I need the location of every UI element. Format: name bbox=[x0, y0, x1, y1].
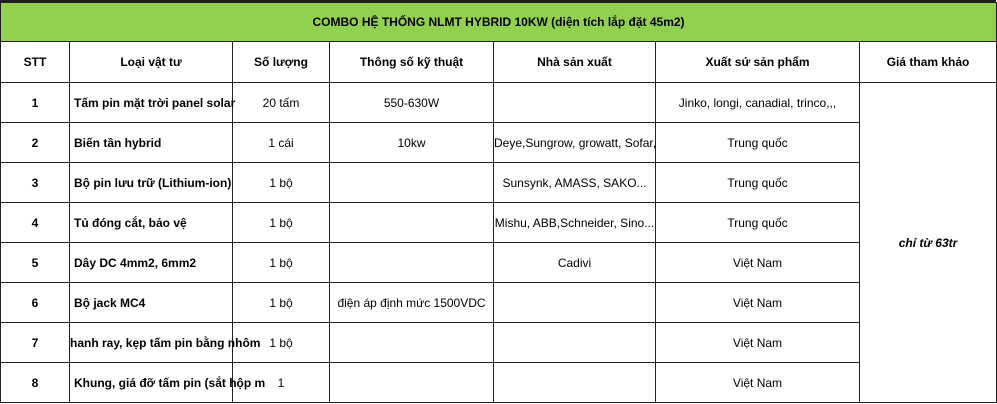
header-row bbox=[1, 42, 997, 83]
table-row bbox=[1, 283, 997, 323]
cell-qty[interactable]: 1 cái bbox=[233, 123, 330, 163]
cell-origin[interactable]: Jinko, longi, canadial, trinco,,, bbox=[656, 83, 860, 123]
cell-spec[interactable] bbox=[330, 163, 494, 203]
table-row bbox=[1, 203, 997, 243]
combo-table bbox=[0, 2, 997, 403]
cell-spec[interactable]: điện áp định mức 1500VDC bbox=[330, 283, 494, 323]
cell-item[interactable] bbox=[70, 323, 261, 363]
cell-origin[interactable]: Việt Nam bbox=[656, 323, 860, 363]
cell-maker[interactable]: Sunsynk, AMASS, SAKO... bbox=[494, 163, 656, 203]
price-cell[interactable]: chỉ từ 63tr bbox=[860, 83, 997, 403]
cell-maker[interactable]: Cadivi bbox=[494, 243, 656, 283]
cell-origin[interactable]: Việt Nam bbox=[656, 363, 860, 403]
cell-origin[interactable]: Trung quốc bbox=[656, 203, 860, 243]
table-row bbox=[1, 163, 997, 203]
cell-maker[interactable] bbox=[494, 283, 656, 323]
cell-origin[interactable]: Việt Nam bbox=[656, 283, 860, 323]
cell-qty[interactable]: 20 tấm bbox=[233, 83, 330, 123]
cell-spec[interactable]: 550-630W bbox=[330, 83, 494, 123]
cell-stt[interactable]: 1 bbox=[1, 83, 70, 123]
cell-spec[interactable] bbox=[330, 363, 494, 403]
cell-stt[interactable]: 2 bbox=[1, 123, 70, 163]
header-item-type[interactable]: Loại vật tư bbox=[70, 42, 233, 83]
cell-qty[interactable]: 1 bộ bbox=[233, 283, 330, 323]
cell-stt[interactable]: 6 bbox=[1, 283, 70, 323]
cell-spec[interactable] bbox=[330, 203, 494, 243]
table-row bbox=[1, 363, 997, 403]
table-row bbox=[1, 243, 997, 283]
cell-maker[interactable] bbox=[494, 123, 656, 163]
table-row bbox=[1, 83, 997, 123]
cell-spec[interactable] bbox=[330, 323, 494, 363]
cell-stt[interactable]: 8 bbox=[1, 363, 70, 403]
table-row bbox=[1, 123, 997, 163]
header-stt[interactable]: STT bbox=[1, 42, 70, 83]
cell-item-text: Khung, giá đỡ tấm pin (sắt hộp m bbox=[74, 375, 266, 390]
cell-qty[interactable]: 1 bộ bbox=[233, 323, 330, 363]
cell-origin[interactable]: Trung quốc bbox=[656, 163, 860, 203]
header-manufacturer[interactable]: Nhà sản xuất bbox=[494, 42, 656, 83]
cell-item[interactable] bbox=[70, 363, 266, 403]
header-price[interactable]: Giá tham khảo bbox=[860, 42, 997, 83]
cell-stt[interactable]: 5 bbox=[1, 243, 70, 283]
cell-qty[interactable]: 1 bộ bbox=[233, 203, 330, 243]
cell-origin[interactable]: Trung quốc bbox=[656, 123, 860, 163]
cell-item[interactable]: Bộ jack MC4 bbox=[70, 283, 233, 323]
header-origin[interactable]: Xuất sứ sản phẩm bbox=[656, 42, 860, 83]
title-row bbox=[1, 3, 997, 42]
table-row bbox=[1, 323, 997, 363]
cell-qty[interactable]: 1 bộ bbox=[233, 163, 330, 203]
header-spec[interactable]: Thông số kỹ thuật bbox=[330, 42, 494, 83]
cell-stt[interactable]: 4 bbox=[1, 203, 70, 243]
cell-maker[interactable]: Mishu, ABB,Schneider, Sino... bbox=[494, 203, 656, 243]
cell-spec[interactable]: 10kw bbox=[330, 123, 494, 163]
cell-maker[interactable] bbox=[494, 363, 656, 403]
cell-stt[interactable]: 7 bbox=[1, 323, 70, 363]
cell-maker[interactable] bbox=[494, 323, 656, 363]
cell-item-text: hanh ray, kẹp tấm pin bằng nhôm bbox=[70, 335, 261, 350]
cell-spec[interactable] bbox=[330, 243, 494, 283]
table-title[interactable]: COMBO HỆ THỐNG NLMT HYBRID 10KW (diện tích lắp đặt 45m2) bbox=[1, 3, 997, 42]
cell-item[interactable]: Tủ đóng cắt, bảo vệ bbox=[70, 203, 233, 243]
cell-qty[interactable]: 1 bbox=[233, 363, 330, 403]
cell-qty[interactable]: 1 bộ bbox=[233, 243, 330, 283]
cell-item[interactable]: Tấm pin mặt trời panel solar bbox=[70, 83, 233, 123]
cell-item[interactable]: Biến tần hybrid bbox=[70, 123, 233, 163]
cell-stt[interactable]: 3 bbox=[1, 163, 70, 203]
cell-origin[interactable]: Việt Nam bbox=[656, 243, 860, 283]
cell-item[interactable]: Bộ pin lưu trữ (Lithium-ion) bbox=[70, 163, 233, 203]
header-quantity[interactable]: Số lượng bbox=[233, 42, 330, 83]
cell-item[interactable]: Dây DC 4mm2, 6mm2 bbox=[70, 243, 233, 283]
cell-maker-text: Deye,Sungrow, growatt, Sofar, bbox=[494, 135, 657, 150]
cell-maker[interactable] bbox=[494, 83, 656, 123]
